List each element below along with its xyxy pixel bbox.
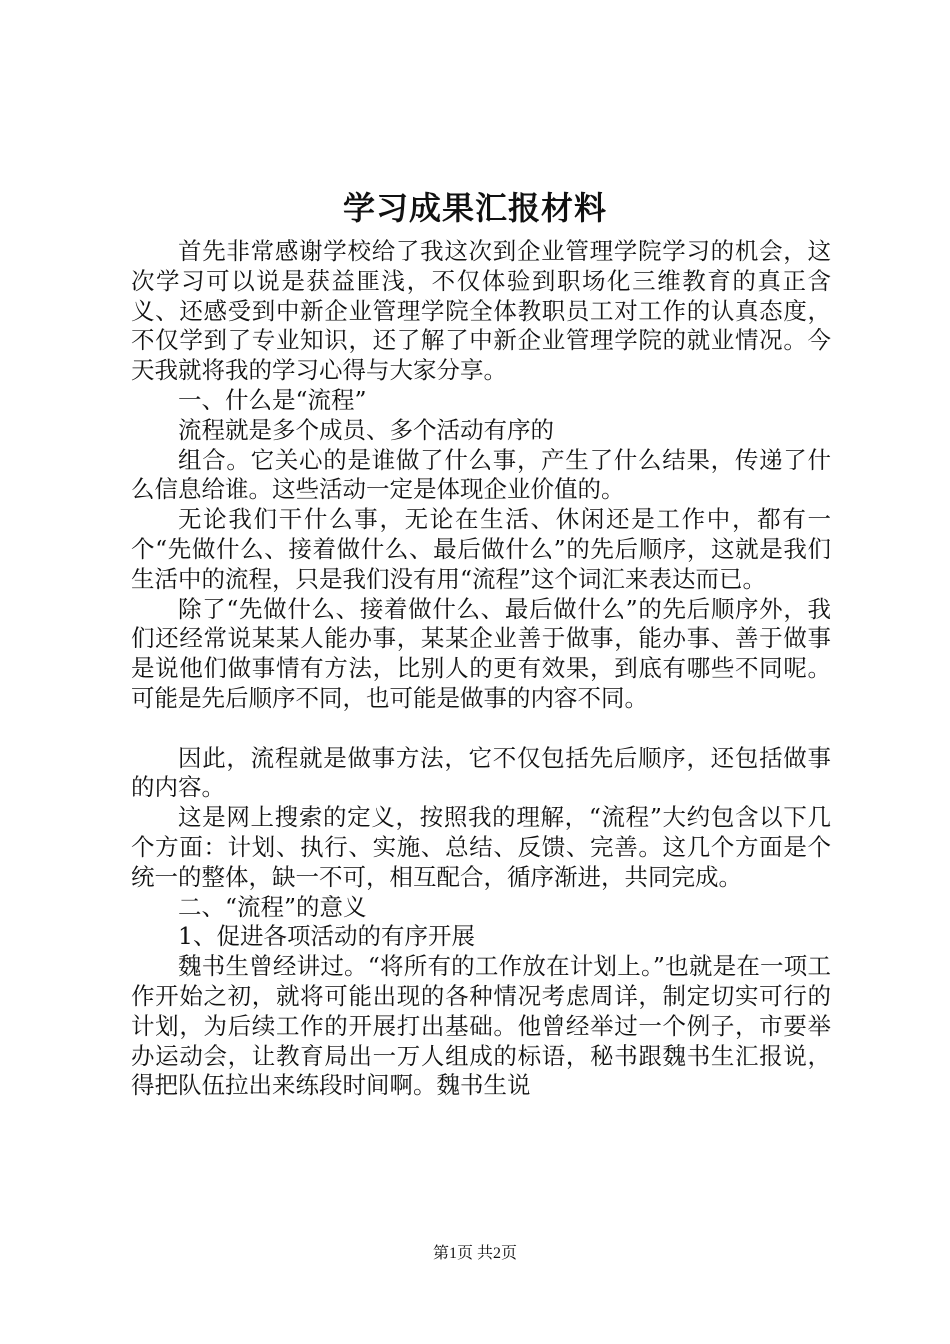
heading-subsection-1: 1、促进各项活动的有序开展 [178,922,475,951]
paragraph-methods: 除了“先做什么、接着做什么、最后做什么”的先后顺序外，我们还经常说某某人能办事，某某企业善于做事，能办事、善于做事是说他们做事情有方法，比别人的更有效果，到底有哪些不同呢。可能是先后顺序不同，也可能是做事的内容不同。 [131,594,831,712]
page-title: 学习成果汇报材料 [342,189,607,227]
paragraph-daily-life: 无论我们干什么事，无论在生活、休闲还是工作中，都有一个“先做什么、接着做什么、最后做什么”的先后顺序，这就是我们生活中的流程，只是我们没有用“流程”这个词汇来表达而已。 [131,505,831,593]
paragraph-example: 魏书生曾经讲过。“将所有的工作放在计划上。”也就是在一项工作开始之初，就将可能出现的各种情况考虑周详，制定切实可行的计划，为后续工作的开展打出基础。他曾经举过一个例子，市要举办运动会，让教育局出一万人组成的标语，秘书跟魏书生汇报说，得把队伍拉出来练段时间啊。魏书生说 [131,952,831,1100]
heading-section-2: 二、“流程”的意义 [178,892,367,921]
paragraph-intro: 首先非常感谢学校给了我这次到企业管理学院学习的机会，这次学习可以说是获益匪浅，不仅体验到职场化三维教育的真正含义、还感受到中新企业管理学院全体教职员工对工作的认真态度，不仅学到了专业知识，还了解了中新企业管理学院的就业情况。今天我就将我的学习心得与大家分享。 [131,237,831,385]
paragraph-understanding: 这是网上搜索的定义，按照我的理解，“流程”大约包含以下几个方面：计划、执行、实施、总结、反馈、完善。这几个方面是个统一的整体，缺一不可，相互配合，循序渐进，共同完成。 [131,803,831,891]
paragraph-spacer [131,714,831,744]
paragraph-definition-cont: 组合。它关心的是谁做了什么事，产生了什么结果，传递了什么信息给谁。这些活动一定是体现企业价值的。 [131,445,831,504]
page-footer: 第1页 共2页 [432,1245,517,1262]
paragraph-definition-start: 流程就是多个成员、多个活动有序的 [178,415,554,444]
heading-section-1: 一、什么是“流程” [178,385,367,414]
document-body [131,237,831,1101]
paragraph-conclusion: 因此，流程就是做事方法，它不仅包括先后顺序，还包括做事的内容。 [131,743,831,802]
